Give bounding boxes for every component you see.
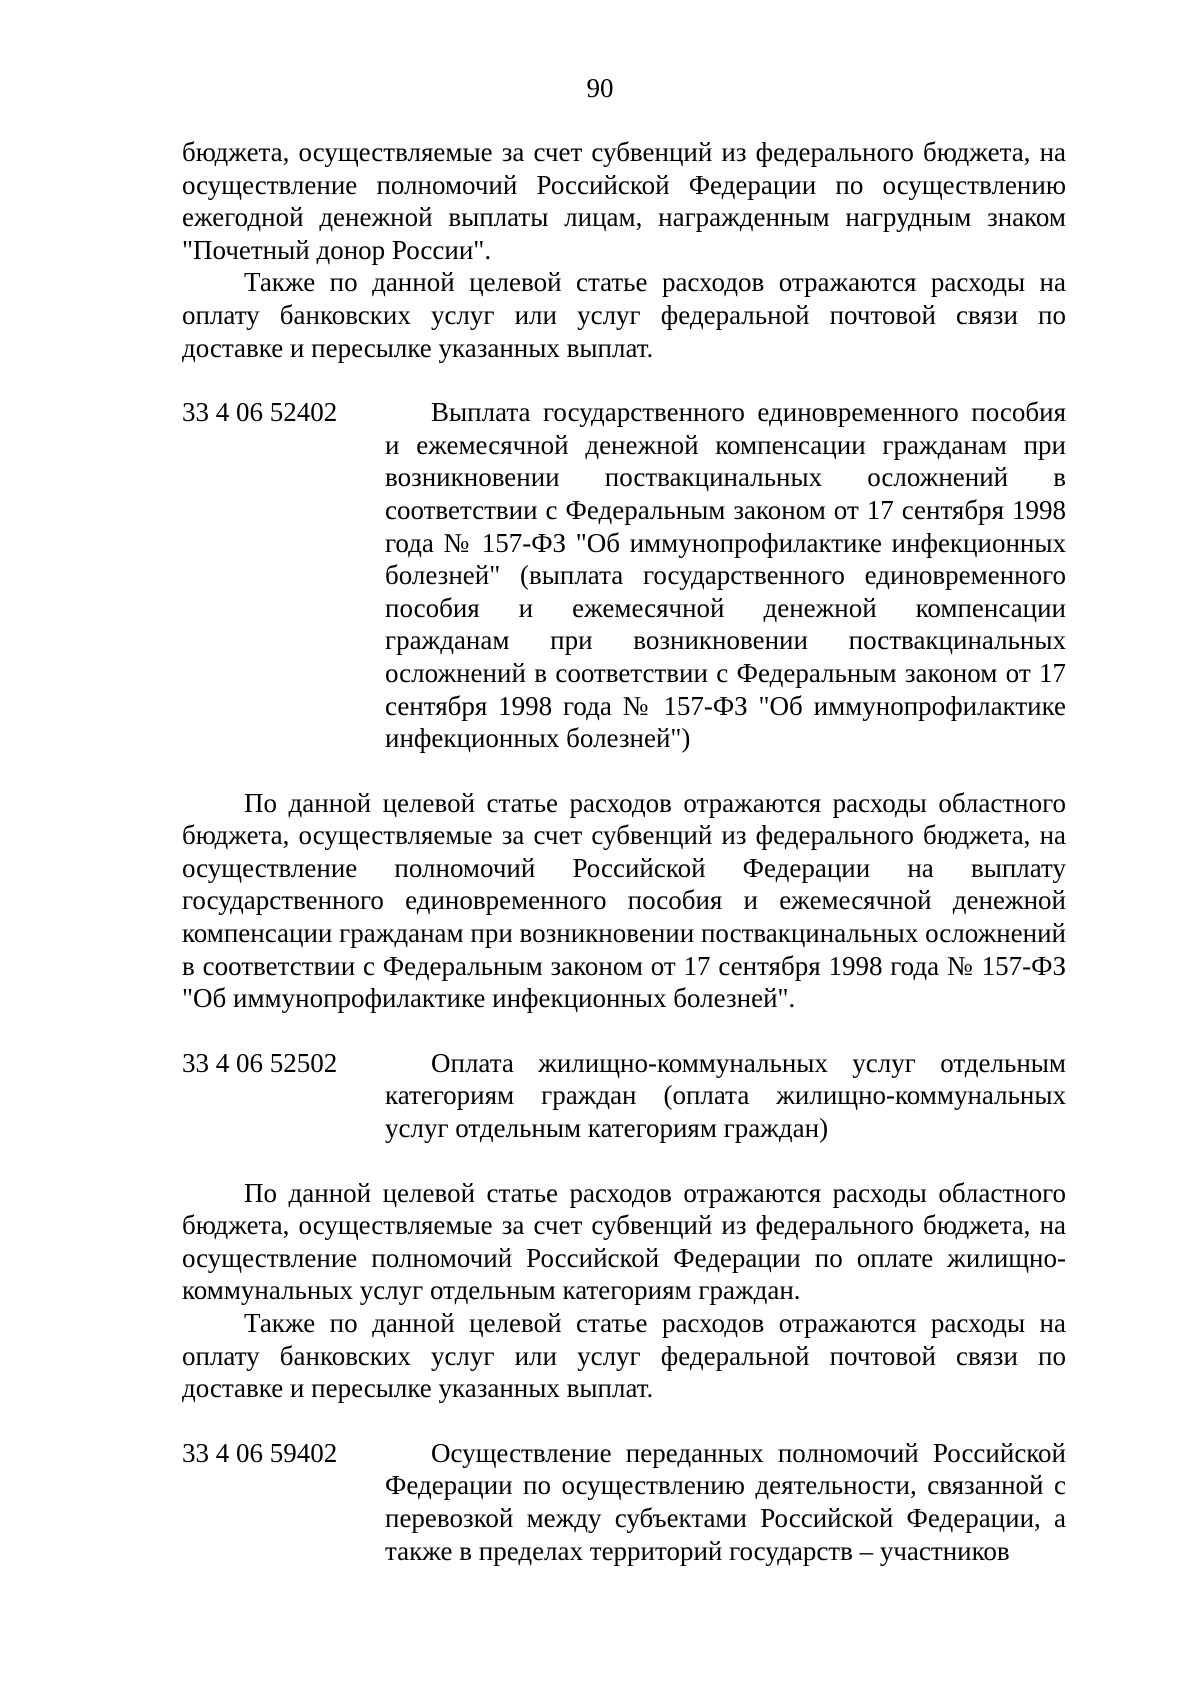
paragraph-vaccination-description: По данной целевой статье расходов отражаются расходы областного бюджета, осуществляемые за счет субвенций из федерального бюджета, на осуществление полномочий Российской Федерации на выплату государственного единовременного пособия и ежемесячной денежной компенсации гражданам при возникновении поствакцинальных осложнений в соответствии с Федеральным законом от 17 сентября 1998 года № 157-ФЗ "Об иммунопрофилактике инфекционных болезней". — [182, 787, 1066, 1014]
entry-code: 33 4 06 59402 — [182, 1437, 338, 1468]
entry-title: Осуществление переданных полномочий Российской Федерации по осуществлению деятельности, связанной с перевозкой между субъектами Российской Федерации, а также в пределах территорий государств – участников — [385, 1437, 1066, 1566]
paragraph-bank-services: Также по данной целевой статье расходов отражаются расходы на оплату банковских услуг или услуг федеральной почтовой связи по доставке и пересылке указанных выплат. — [182, 267, 1066, 363]
paragraph-bank-services-2: Также по данной целевой статье расходов отражаются расходы на оплату банковских услуг или услуг федеральной почтовой связи по доставке и пересылке указанных выплат. — [182, 1308, 1066, 1404]
spacer — [182, 364, 1066, 396]
paragraph-housing-description: По данной целевой статье расходов отражаются расходы областного бюджета, осуществляемые за счет субвенций из федерального бюджета, на осуществление полномочий Российской Федерации по оплате жилищно-коммунальных услуг отдельным категориям граждан. — [182, 1177, 1066, 1306]
entry-title: Выплата государственного единовременного пособия и ежемесячной денежной компенсации гражданам при возникновении поствакцинальных осложнений в соответствии с Федеральным законом от 17 сентября 1998 года № 157-ФЗ "Об иммунопрофилактике инфекционных болезней" (выплата государственного единовременного пособия и ежемесячной денежной компенсации гражданам при возникновении поствакцинальных осложнений в соответствии с Федеральным законом от 17 сентября 1998 года № 157-ФЗ "Об иммунопрофилактике инфекционных болезней") — [385, 397, 1066, 754]
budget-entry-59402 — [182, 1437, 1066, 1567]
spacer — [182, 1145, 1066, 1177]
budget-entry-52402 — [182, 396, 1066, 755]
page-number: 90 — [586, 73, 614, 103]
spacer — [182, 755, 1066, 787]
entry-code: 33 4 06 52402 — [182, 397, 338, 428]
document-body — [182, 136, 1066, 1567]
entry-code: 33 4 06 52502 — [182, 1047, 338, 1078]
entry-title: Оплата жилищно-коммунальных услуг отдельным категориям граждан (оплата жилищно-коммунальных услуг отдельным категориям граждан) — [385, 1047, 1066, 1144]
paragraph-continuation: бюджета, осуществляемые за счет субвенций из федерального бюджета, на осуществление полномочий Российской Федерации по осуществлению ежегодной денежной выплаты лицам, награжденным нагрудным знаком "Почетный донор России". — [182, 137, 1066, 265]
spacer — [182, 1015, 1066, 1047]
budget-entry-52502 — [182, 1047, 1066, 1145]
spacer — [182, 1405, 1066, 1437]
